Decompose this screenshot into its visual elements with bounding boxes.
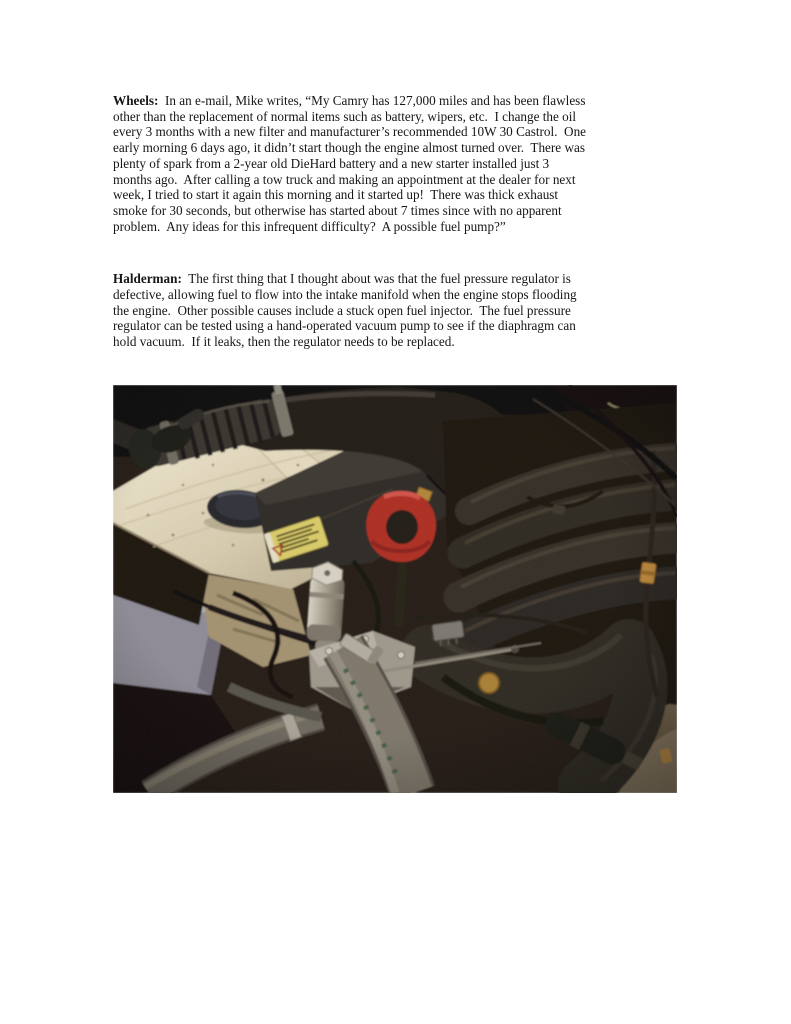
text-line: every 3 months with a new filter and manufacturer’s recommended 10W 30 Castrol. One xyxy=(113,124,587,140)
text-line: regulator can be tested using a hand-operated vacuum pump to see if the diaphragm can xyxy=(113,318,576,334)
text-line: early morning 6 days ago, it didn’t start though the engine almost turned over. There was xyxy=(113,140,585,156)
speaker-label: Halderman: xyxy=(113,271,182,287)
paragraph xyxy=(113,93,695,234)
text-line: other than the replacement of normal items such as battery, wipers, etc. I change the oil xyxy=(113,108,577,124)
text-line: plenty of spark from a 2-year old DieHard battery and a new starter installed just 3 xyxy=(113,155,550,171)
engine-photo-illustration xyxy=(113,385,677,793)
text-line: Halderman: The first thing that I thought about was that the fuel pressure regulator is xyxy=(113,271,571,287)
text-line: months ago. After calling a tow truck and making an appointment at the dealer for next xyxy=(113,171,576,187)
text-line: Wheels: In an e-mail, Mike writes, “My Camry has 127,000 miles and has been flawless xyxy=(113,93,586,108)
text-line: week, I tried to start it again this morning and it started up! There was thick exhaust xyxy=(113,187,559,203)
speaker-label: Wheels: xyxy=(113,93,159,108)
text-line: the engine. Other possible causes include a stuck open fuel injector. The fuel pressure xyxy=(113,302,571,318)
text-line: problem. Any ideas for this infrequent difficulty? A possible fuel pump?” xyxy=(113,218,506,234)
paragraph xyxy=(113,271,695,350)
text-line: smoke for 30 seconds, but otherwise has started about 7 times since with no apparent xyxy=(113,202,562,218)
engine-photo xyxy=(113,385,677,793)
text-line: hold vacuum. If it leaks, then the regulator needs to be replaced. xyxy=(113,334,455,350)
document-text-block xyxy=(113,93,695,350)
text-line: defective, allowing fuel to flow into the intake manifold when the engine stops flooding xyxy=(113,287,577,303)
